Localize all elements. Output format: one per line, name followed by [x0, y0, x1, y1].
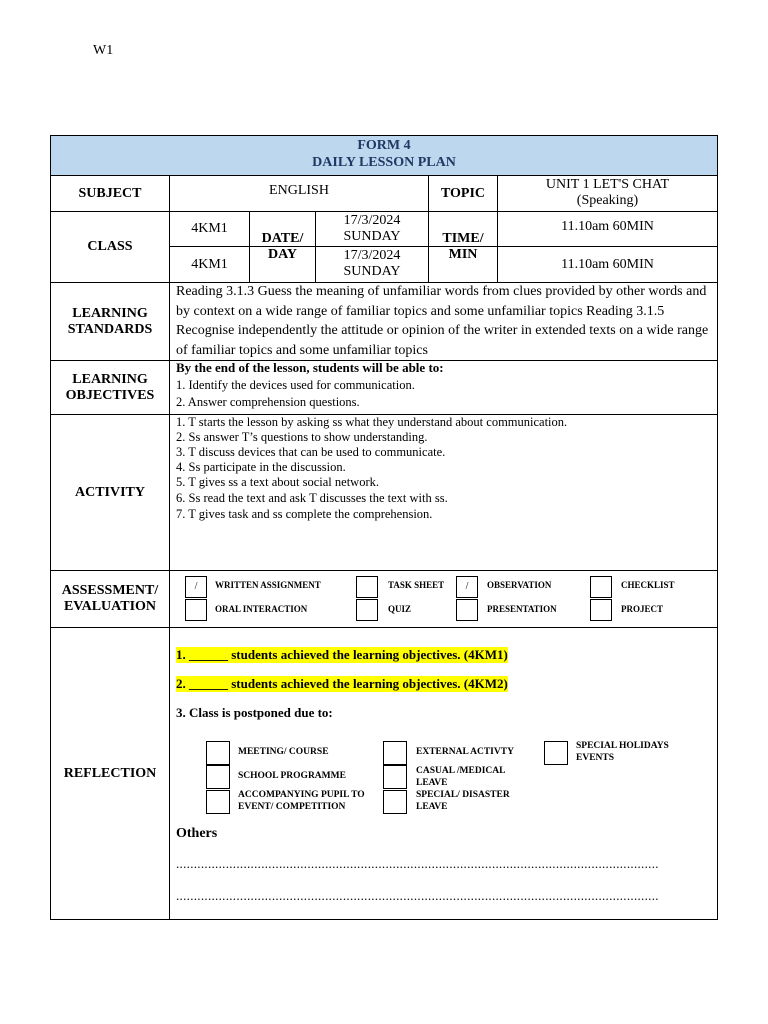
reflection-line-1: 1. ______ students achieved the learning objectives. (4KM1) [176, 647, 508, 662]
school-programme-label: SCHOOL PROGRAMME [238, 771, 346, 781]
special-disaster-leave-label: SPECIAL/ DISASTER LEAVE [416, 790, 510, 812]
date-day-2 [316, 246, 428, 282]
assessment-label: ASSESSMENT/ EVALUATION [61, 583, 159, 614]
activity-step-4: 4. Ss participate in the discussion. [176, 460, 346, 474]
others-label: Others [176, 826, 218, 841]
learning-objectives-label: LEARNING OBJECTIVES [65, 371, 155, 403]
meeting-course-checkbox[interactable] [206, 741, 230, 765]
topic-line2: (Speaking) [576, 193, 639, 208]
objective-1: 1. Identify the devices used for communication. [176, 378, 415, 392]
oral-interaction-label: ORAL INTERACTION [215, 604, 308, 614]
date-2: 17/3/2024 [343, 248, 401, 263]
objective-2: 2. Answer comprehension questions. [176, 395, 360, 409]
lesson-plan-table [50, 135, 718, 920]
checklist-label: CHECKLIST [621, 580, 675, 590]
reflection-line-2: 2. ______ students achieved the learning objectives. (4KM2) [176, 676, 508, 691]
time-1: 11.10am 60MIN [561, 219, 654, 234]
observation-checkbox[interactable]: / [456, 576, 478, 598]
learning-standards-label: LEARNING STANDARDS [67, 305, 153, 337]
header-banner [51, 136, 717, 175]
date-day-1 [316, 211, 428, 246]
activity-step-1: 1. T starts the lesson by asking ss what they understand about communication. [176, 415, 568, 429]
reflection-label: REFLECTION [63, 765, 157, 781]
accompanying-pupil-label: ACCOMPANYING PUPIL TO EVENT/ COMPETITION [238, 790, 365, 812]
activity-label: ACTIVITY [74, 484, 145, 500]
oral-interaction-checkbox[interactable] [185, 599, 207, 621]
activity-step-2: 2. Ss answer T’s questions to show understanding. [176, 430, 428, 444]
casual-medical-leave-label: CASUAL /MEDICAL LEAVE [416, 766, 505, 788]
learning-standards-text: Reading 3.1.3 Guess the meaning of unfamiliar words from clues provided by other words and by context on a wide range of familiar topics and some unfamiliar topics Reading 3.1.5 Recognise independently the attitude or opinion of the writer in extended texts on a wide range of familiar topics and some unfamiliar topics [176, 284, 709, 358]
subject-value: ENGLISH [269, 183, 329, 198]
activity-step-5: 5. T gives ss a text about social network. [176, 475, 379, 489]
special-holidays-label: SPECIAL HOLIDAYS EVENTS [576, 741, 669, 763]
class-1: 4KM1 [191, 221, 228, 236]
task-sheet-label: TASK SHEET [388, 580, 445, 590]
others-line-2[interactable]: ........................................................................................................................................ [176, 888, 659, 903]
activity-step-6: 6. Ss read the text and ask T discusses the text with ss. [176, 491, 448, 505]
day-2: SUNDAY [343, 264, 401, 279]
date-day-label: DATE/ DAY [261, 231, 304, 262]
project-checkbox[interactable] [590, 599, 612, 621]
others-line-1[interactable]: ........................................................................................................................................ [176, 856, 659, 871]
school-programme-checkbox[interactable] [206, 765, 230, 789]
observation-label: OBSERVATION [487, 580, 552, 590]
written-assignment-checkbox[interactable]: / [185, 576, 207, 598]
activity-step-3: 3. T discuss devices that can be used to communicate. [176, 445, 446, 459]
reflection-line-3: 3. Class is postponed due to: [176, 705, 333, 720]
special-disaster-leave-checkbox[interactable] [383, 790, 407, 814]
day-1: SUNDAY [343, 228, 401, 244]
external-activity-label: EXTERNAL ACTIVTY [416, 747, 514, 757]
quiz-checkbox[interactable] [356, 599, 378, 621]
accompanying-pupil-checkbox[interactable] [206, 790, 230, 814]
form-title: FORM 4 [357, 138, 411, 153]
quiz-label: QUIZ [388, 604, 412, 614]
time-2: 11.10am 60MIN [561, 256, 654, 272]
topic-line1: UNIT 1 LET'S CHAT [545, 177, 670, 192]
project-label: PROJECT [621, 604, 664, 614]
special-holidays-checkbox[interactable] [544, 741, 568, 765]
presentation-checkbox[interactable] [456, 599, 478, 621]
topic-value [498, 175, 717, 211]
meeting-course-label: MEETING/ COURSE [238, 747, 329, 757]
plan-title: DAILY LESSON PLAN [312, 155, 456, 170]
checklist-checkbox[interactable] [590, 576, 612, 598]
time-min-label: TIME/ MIN [442, 231, 484, 262]
date-1: 17/3/2024 [343, 212, 401, 228]
objectives-intro: By the end of the lesson, students will be able to: [176, 360, 444, 375]
week-label: W1 [93, 43, 114, 58]
topic-label: TOPIC [440, 185, 486, 201]
class-2: 4KM1 [191, 256, 228, 272]
class-label: CLASS [87, 239, 133, 254]
casual-medical-leave-checkbox[interactable] [383, 765, 407, 789]
external-activity-checkbox[interactable] [383, 741, 407, 765]
task-sheet-checkbox[interactable] [356, 576, 378, 598]
activity-step-7: 7. T gives task and ss complete the comprehension. [176, 507, 433, 521]
written-assignment-label: WRITTEN ASSIGNMENT [215, 580, 321, 590]
subject-label: SUBJECT [78, 185, 142, 201]
presentation-label: PRESENTATION [487, 604, 557, 614]
